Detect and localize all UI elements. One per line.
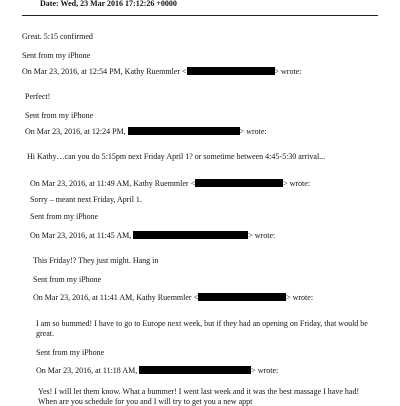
redaction-bar xyxy=(128,127,240,135)
quote-header xyxy=(22,67,301,76)
message-text: This Friday!? They just might. Hang in xyxy=(33,256,159,265)
quote-header-prefix: On Mar 23, 2016, at 12:54 PM, Kathy Ruemmler < xyxy=(22,67,187,76)
signature-line: Sent from my iPhone xyxy=(36,348,105,357)
signature-line: Sent from my iPhone xyxy=(30,212,99,221)
message-text: Perfect! xyxy=(25,92,51,101)
email-date-header: Date: Wed, 23 Mar 2016 17:12:26 +0000 xyxy=(40,0,177,8)
quote-header xyxy=(30,231,275,240)
signature-line: Sent from my iPhone xyxy=(22,51,91,60)
redaction-bar xyxy=(133,231,248,239)
signature-line: Sent from my iPhone xyxy=(25,111,94,120)
quote-header-prefix: On Mar 23, 2016, at 11:18 AM, xyxy=(36,366,138,375)
quote-header-suffix: > wrote: xyxy=(274,67,302,76)
quote-header-prefix: On Mar 23, 2016, at 11:45 AM, xyxy=(30,231,132,240)
quote-header-prefix: On Mar 23, 2016, at 11:49 AM, Kathy Ruemmler < xyxy=(30,179,196,188)
message-text: Great. 5:15 confirmed xyxy=(22,32,93,41)
redaction-bar xyxy=(198,293,286,301)
message-text: I am so bummed! I have to go to Europe next week, but if they had an opening on Friday, that would be xyxy=(36,319,368,328)
quote-header xyxy=(33,293,313,302)
quote-header-prefix: On Mar 23, 2016, at 12:24 PM, xyxy=(25,127,126,136)
message-text: Sorry – meant next Friday, April 1. xyxy=(30,195,142,204)
header-divider xyxy=(22,15,378,16)
redaction-bar xyxy=(195,179,283,187)
quote-header-suffix: > wrote: xyxy=(251,366,279,375)
redaction-bar xyxy=(139,366,251,374)
message-text: Hi Kathy…can you do 5:15pm next Friday April 1? or sometime between 4:45-5:30 arrival... xyxy=(27,152,326,161)
quote-header-suffix: > wrote: xyxy=(286,293,314,302)
quote-header-prefix: On Mar 23, 2016, at 11:41 AM, Kathy Ruemmler < xyxy=(33,293,199,302)
redaction-bar xyxy=(187,67,275,75)
message-text: Yes! I will let them know. What a bummer! I went last week and it was the best massage I have had! xyxy=(38,387,360,396)
signature-line: Sent from my iPhone xyxy=(33,275,102,284)
quote-header-suffix: > wrote: xyxy=(239,127,267,136)
quote-header xyxy=(30,179,310,188)
quote-header-suffix: > wrote: xyxy=(248,231,276,240)
message-text-continued: When are you schedule for you and I will try to get you a new appt xyxy=(38,397,253,406)
quote-header xyxy=(25,127,267,136)
message-text-continued: great. xyxy=(36,329,54,338)
quote-header xyxy=(36,366,278,375)
quote-header-suffix: > wrote: xyxy=(283,179,311,188)
